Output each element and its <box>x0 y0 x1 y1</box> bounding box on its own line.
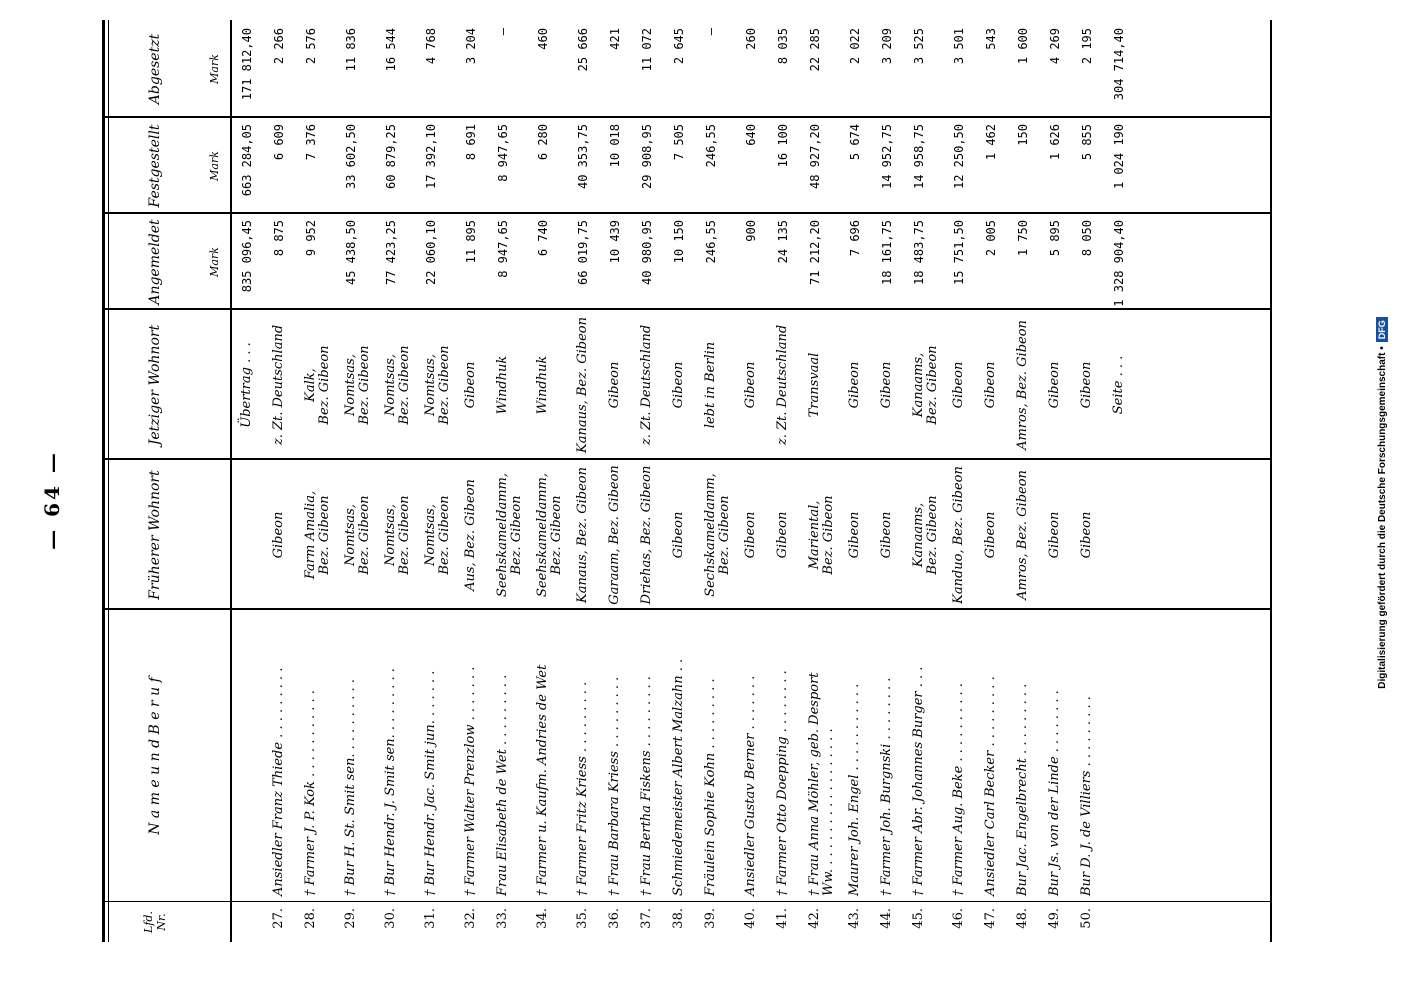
row-previous-residence: Mariental, Bez. Gibeon <box>807 495 836 575</box>
row-previous-residence: Seehskameldamm, Bez. Gibeon <box>535 473 564 598</box>
row-fixed: 5 674 <box>848 124 862 161</box>
row-current-residence: Gibeon <box>983 361 998 409</box>
table-row <box>952 20 982 942</box>
table-row <box>384 20 422 942</box>
row-deducted: 2 022 <box>848 28 862 65</box>
table-row <box>344 20 382 942</box>
row-name: † Frau Bertha Fiskens . . . . . . . . . <box>639 676 654 896</box>
row-claimed: 71 212,20 <box>808 220 822 286</box>
row-previous-residence: Driehas, Bez. Gibeon <box>639 465 654 605</box>
row-current-residence: z. Zt. Deutschland <box>775 324 790 446</box>
row-deducted: 2 576 <box>304 28 318 65</box>
row-current-residence: Kanaams, Bez. Gibeon <box>911 345 940 425</box>
header-nr: Lfd. Nr. <box>142 911 168 933</box>
row-claimed: 15 751,50 <box>952 220 966 286</box>
row-number: 30. <box>383 908 398 929</box>
row-claimed: 77 423,25 <box>384 220 398 286</box>
row-name: † Frau Anna Möhler, geb. Desport Ww. . . . . . . . . . . . . . . . . . <box>807 672 836 896</box>
row-number: 45. <box>911 908 926 929</box>
row-name: † Bur Hendr. J. Smit sen. . . . . . . . . <box>383 668 398 896</box>
row-name: † Farmer Aug. Beke . . . . . . . . . . <box>951 683 966 896</box>
row-current-residence: Gibeon <box>1079 361 1094 409</box>
row-deducted: — <box>704 28 718 36</box>
row-current-residence: Amros, Bez. Gibeon <box>1015 320 1030 450</box>
row-number: 42. <box>807 908 822 929</box>
row-current-residence: Gibeon <box>671 361 686 409</box>
table-row <box>240 20 270 942</box>
table-row <box>808 20 846 942</box>
row-fixed: 7 505 <box>672 124 686 161</box>
row-previous-residence: Aus, Bez. Gibeon <box>463 479 478 591</box>
row-number: 50. <box>1079 908 1094 929</box>
row-claimed: 9 952 <box>304 220 318 257</box>
row-claimed: 1 750 <box>1016 220 1030 257</box>
row-current-residence: z. Zt. Deutschland <box>639 324 654 446</box>
row-previous-residence: Nomtsas, Bez. Gibeon <box>343 495 372 575</box>
header-previous-residence: Früherer Wohnort <box>147 470 163 600</box>
row-previous-residence: Farm Amalia, Bez. Gibeon <box>303 490 332 580</box>
row-deducted: 4 768 <box>424 28 438 65</box>
row-claimed: 835 096,45 <box>240 220 254 293</box>
row-fixed: 1 626 <box>1048 124 1062 161</box>
row-deducted: 11 836 <box>344 28 358 72</box>
unit-deducted: Mark <box>208 54 221 84</box>
unit-fixed: Mark <box>208 151 221 181</box>
row-fixed: 16 100 <box>776 124 790 168</box>
row-current-residence: z. Zt. Deutschland <box>271 324 286 446</box>
row-fixed: 48 927,20 <box>808 124 822 190</box>
row-name: Bur Jac. Engelbrecht . . . . . . . . . <box>1015 683 1030 896</box>
row-fixed: 1 024 190 <box>1112 124 1126 190</box>
table-row <box>496 20 534 942</box>
row-name: † Farmer Fritz Kriess . . . . . . . . . <box>575 681 590 896</box>
row-number: 47. <box>983 908 998 929</box>
row-deducted: 3 209 <box>880 28 894 65</box>
row-name: Fräulein Sophie Kohn . . . . . . . . . <box>703 678 718 896</box>
row-claimed: 5 895 <box>1048 220 1062 257</box>
row-number: 37. <box>639 908 654 929</box>
top-rule-thick <box>102 20 105 942</box>
row-current-residence: Gibeon <box>951 361 966 409</box>
row-fixed: 60 879,25 <box>384 124 398 190</box>
row-previous-residence: Gibeon <box>775 511 790 559</box>
header-rule <box>230 20 232 942</box>
row-current-residence: Transvaal <box>807 352 822 418</box>
row-fixed: 6 280 <box>536 124 550 161</box>
unit-claimed: Mark <box>208 247 221 277</box>
row-deducted: 2 266 <box>272 28 286 65</box>
row-deducted: 2 195 <box>1080 28 1094 65</box>
row-deducted: 22 285 <box>808 28 822 72</box>
row-name: Ansiedler Franz Thiede . . . . . . . . . <box>271 667 286 896</box>
row-number <box>1112 902 1142 942</box>
table-row <box>1048 20 1078 942</box>
row-previous-residence: Gibeon <box>847 511 862 559</box>
row-fixed: 663 284,05 <box>240 124 254 197</box>
row-fixed: 17 392,10 <box>424 124 438 190</box>
row-deducted: 8 035 <box>776 28 790 65</box>
row-current-residence: Gibeon <box>743 361 758 409</box>
row-previous-residence: Gibeon <box>271 511 286 559</box>
row-fixed: 14 958,75 <box>912 124 926 190</box>
row-name: † Frau Barbara Kriess . . . . . . . . . <box>607 676 622 896</box>
row-previous-residence: Kanaus, Bez. Gibeon <box>575 467 590 604</box>
row-deducted: 304 714,40 <box>1112 28 1126 101</box>
table-row <box>776 20 806 942</box>
row-name: † Farmer J. P. Kok . . . . . . . . . . . <box>303 690 318 896</box>
row-deducted: 16 544 <box>384 28 398 72</box>
row-number: 48. <box>1015 908 1030 929</box>
row-fixed: 40 353,75 <box>576 124 590 190</box>
header-fixed: Festgestellt <box>147 124 163 208</box>
row-number: 38. <box>671 908 686 929</box>
row-previous-residence: Nomtsas, Bez. Gibeon <box>383 495 412 575</box>
row-name: † Farmer Abr. Johannes Burger . . . <box>911 666 926 896</box>
row-deducted: 25 666 <box>576 28 590 72</box>
header-name: N a m e u n d B e r u f <box>147 677 163 835</box>
row-deducted: 260 <box>744 28 758 50</box>
row-fixed: 6 609 <box>272 124 286 161</box>
row-deducted: 460 <box>536 28 550 50</box>
row-name: Schmiedemeister Albert Malzahn . . <box>671 658 686 896</box>
row-deducted: 1 600 <box>1016 28 1030 65</box>
row-previous-residence: Sechskameldamm, Bez. Gibeon <box>703 473 732 597</box>
row-claimed: 7 696 <box>848 220 862 257</box>
row-number: 28. <box>303 908 318 929</box>
row-claimed: 1 328 904,40 <box>1112 220 1126 307</box>
digitization-sidebar <box>1340 8 1388 998</box>
row-current-residence: Seite . . . <box>1111 355 1126 415</box>
row-fixed: 14 952,75 <box>880 124 894 190</box>
row-claimed: 8 875 <box>272 220 286 257</box>
dfg-logo: DFG <box>1376 317 1388 342</box>
row-fixed: 1 462 <box>984 124 998 161</box>
row-previous-residence: Gibeon <box>1079 511 1094 559</box>
row-previous-residence: Garaam, Bez. Gibeon <box>607 465 622 605</box>
row-name: Frau Elisabeth de Wet . . . . . . . . . <box>495 674 510 896</box>
row-current-residence: lebt in Berlin <box>703 341 718 429</box>
row-number: 35. <box>575 908 590 929</box>
row-name: Ansiedler Gustav Berner . . . . . . . <box>743 675 758 896</box>
row-number: 44. <box>879 908 894 929</box>
row-previous-residence: Gibeon <box>879 511 894 559</box>
row-current-residence: Nomtsas, Bez. Gibeon <box>343 345 372 425</box>
row-fixed: 7 376 <box>304 124 318 161</box>
table-row <box>424 20 462 942</box>
row-deducted: 2 645 <box>672 28 686 65</box>
row-name: † Farmer Joh. Burgnski . . . . . . . . <box>879 677 894 896</box>
row-current-residence: Windhuk <box>495 355 510 415</box>
row-fixed: 8 691 <box>464 124 478 161</box>
row-current-residence: Nomtsas, Bez. Gibeon <box>383 345 412 425</box>
row-name: † Bur H. St. Smit sen. . . . . . . . . . <box>343 679 358 896</box>
row-name: Bur Js. von der Linde . . . . . . . . <box>1047 690 1062 896</box>
row-number: 49. <box>1047 908 1062 929</box>
row-deducted: 11 072 <box>640 28 654 72</box>
row-previous-residence: Gibeon <box>983 511 998 559</box>
top-rule-thin <box>108 20 109 942</box>
table-row <box>912 20 950 942</box>
row-current-residence: Gibeon <box>1047 361 1062 409</box>
table-row <box>304 20 342 942</box>
row-deducted: 543 <box>984 28 998 50</box>
row-current-residence: Gibeon <box>607 361 622 409</box>
row-number: 29. <box>343 908 358 929</box>
row-name: † Farmer Walter Prenzlow . . . . . . . <box>463 666 478 896</box>
bottom-rule <box>1270 20 1272 942</box>
row-number: 32. <box>463 908 478 929</box>
row-current-residence: Kanaus, Bez. Gibeon <box>575 317 590 454</box>
row-number: 40. <box>743 908 758 929</box>
row-claimed: 40 980,95 <box>640 220 654 286</box>
row-name <box>1112 610 1142 902</box>
row-previous-residence: Seehskameldamm, Bez. Gibeon <box>495 473 524 598</box>
row-previous-residence: Gibeon <box>743 511 758 559</box>
row-claimed: 24 135 <box>776 220 790 264</box>
row-claimed: 18 161,75 <box>880 220 894 286</box>
table-row <box>1080 20 1110 942</box>
table-row <box>1112 20 1142 942</box>
row-number: 31. <box>423 908 438 929</box>
row-previous-residence: Gibeon <box>671 511 686 559</box>
table-row <box>640 20 670 942</box>
row-claimed: 45 438,50 <box>344 220 358 286</box>
table-row <box>272 20 302 942</box>
table-row <box>880 20 910 942</box>
row-fixed: 150 <box>1016 124 1030 146</box>
row-claimed: 8 050 <box>1080 220 1094 257</box>
row-previous-residence <box>1112 460 1142 610</box>
row-number: 39. <box>703 908 718 929</box>
row-fixed: 10 018 <box>608 124 622 168</box>
header-claimed: Angemeldet <box>147 219 163 305</box>
header-deducted: Abgesetzt <box>147 33 163 105</box>
row-claimed: 6 740 <box>536 220 550 257</box>
row-number: 43. <box>847 908 862 929</box>
row-fixed: 29 908,95 <box>640 124 654 190</box>
table-row <box>608 20 638 942</box>
row-claimed: 10 439 <box>608 220 622 264</box>
row-number: 46. <box>951 908 966 929</box>
row-name: † Bur Hendr. Jac. Smit jun. . . . . . . <box>423 670 438 896</box>
row-claimed: 8 947,65 <box>496 220 510 278</box>
row-deducted: 3 501 <box>952 28 966 65</box>
row-previous-residence: Gibeon <box>1047 511 1062 559</box>
row-deducted: 171 812,40 <box>240 28 254 101</box>
row-claimed: 22 060,10 <box>424 220 438 286</box>
row-number: 41. <box>775 908 790 929</box>
row-fixed: 8 947,65 <box>496 124 510 182</box>
table-row <box>464 20 494 942</box>
table-row <box>576 20 606 942</box>
row-previous-residence: Kanduo, Bez. Gibeon <box>951 466 966 604</box>
table-row <box>536 20 574 942</box>
row-current-residence: Gibeon <box>847 361 862 409</box>
row-name: Ansiedler Carl Becker . . . . . . . . . <box>983 676 998 896</box>
page-number: — 64 — <box>40 450 64 550</box>
header-current-residence: Jetziger Wohnort <box>147 324 163 446</box>
row-deducted: 421 <box>608 28 622 50</box>
row-current-residence: Übertrag . . . <box>239 342 254 428</box>
row-current-residence: Windhuk <box>535 355 550 415</box>
row-claimed: 11 895 <box>464 220 478 264</box>
row-claimed: 900 <box>744 220 758 242</box>
row-claimed: 2 005 <box>984 220 998 257</box>
table-row <box>1016 20 1046 942</box>
row-name: Bur D. J. de Villiers . . . . . . . . . <box>1079 696 1094 896</box>
row-deducted: — <box>496 28 510 36</box>
row-name: † Farmer Otto Doepping . . . . . . . . <box>775 670 790 896</box>
row-name: † Farmer u. Kaufm. Andries de Wet <box>535 664 550 896</box>
row-claimed: 18 483,75 <box>912 220 926 286</box>
table-row <box>984 20 1014 942</box>
row-number: 34. <box>535 908 550 929</box>
row-previous-residence: Nomtsas, Bez. Gibeon <box>423 495 452 575</box>
row-claimed: 66 019,75 <box>576 220 590 286</box>
table-row <box>672 20 702 942</box>
row-deducted: 3 204 <box>464 28 478 65</box>
row-previous-residence: Amros, Bez. Gibeon <box>1015 470 1030 600</box>
row-fixed: 33 602,50 <box>344 124 358 190</box>
row-number: 27. <box>271 908 286 929</box>
row-name: Maurer Joh. Engel . . . . . . . . . . . <box>847 683 862 896</box>
row-number: 36. <box>607 908 622 929</box>
row-current-residence: Gibeon <box>879 361 894 409</box>
row-deducted: 3 525 <box>912 28 926 65</box>
row-previous-residence <box>240 460 270 610</box>
row-claimed: 246,55 <box>704 220 718 264</box>
row-number <box>240 902 270 942</box>
row-current-residence: Kalk, Bez. Gibeon <box>303 345 332 425</box>
row-fixed: 5 855 <box>1080 124 1094 161</box>
table-row <box>744 20 774 942</box>
row-fixed: 12 250,50 <box>952 124 966 190</box>
table-row <box>848 20 878 942</box>
row-number: 33. <box>495 908 510 929</box>
digitization-note: Digitalisierung gefördert durch die Deutsche Forschungsgemeinschaft • <box>1376 346 1388 689</box>
row-current-residence: Nomtsas, Bez. Gibeon <box>423 345 452 425</box>
row-previous-residence: Kanaams, Bez. Gibeon <box>911 495 940 575</box>
row-fixed: 246,55 <box>704 124 718 168</box>
row-claimed: 10 150 <box>672 220 686 264</box>
row-fixed: 640 <box>744 124 758 146</box>
row-name <box>240 610 270 902</box>
table-row <box>704 20 742 942</box>
row-current-residence: Gibeon <box>463 361 478 409</box>
row-deducted: 4 269 <box>1048 28 1062 65</box>
